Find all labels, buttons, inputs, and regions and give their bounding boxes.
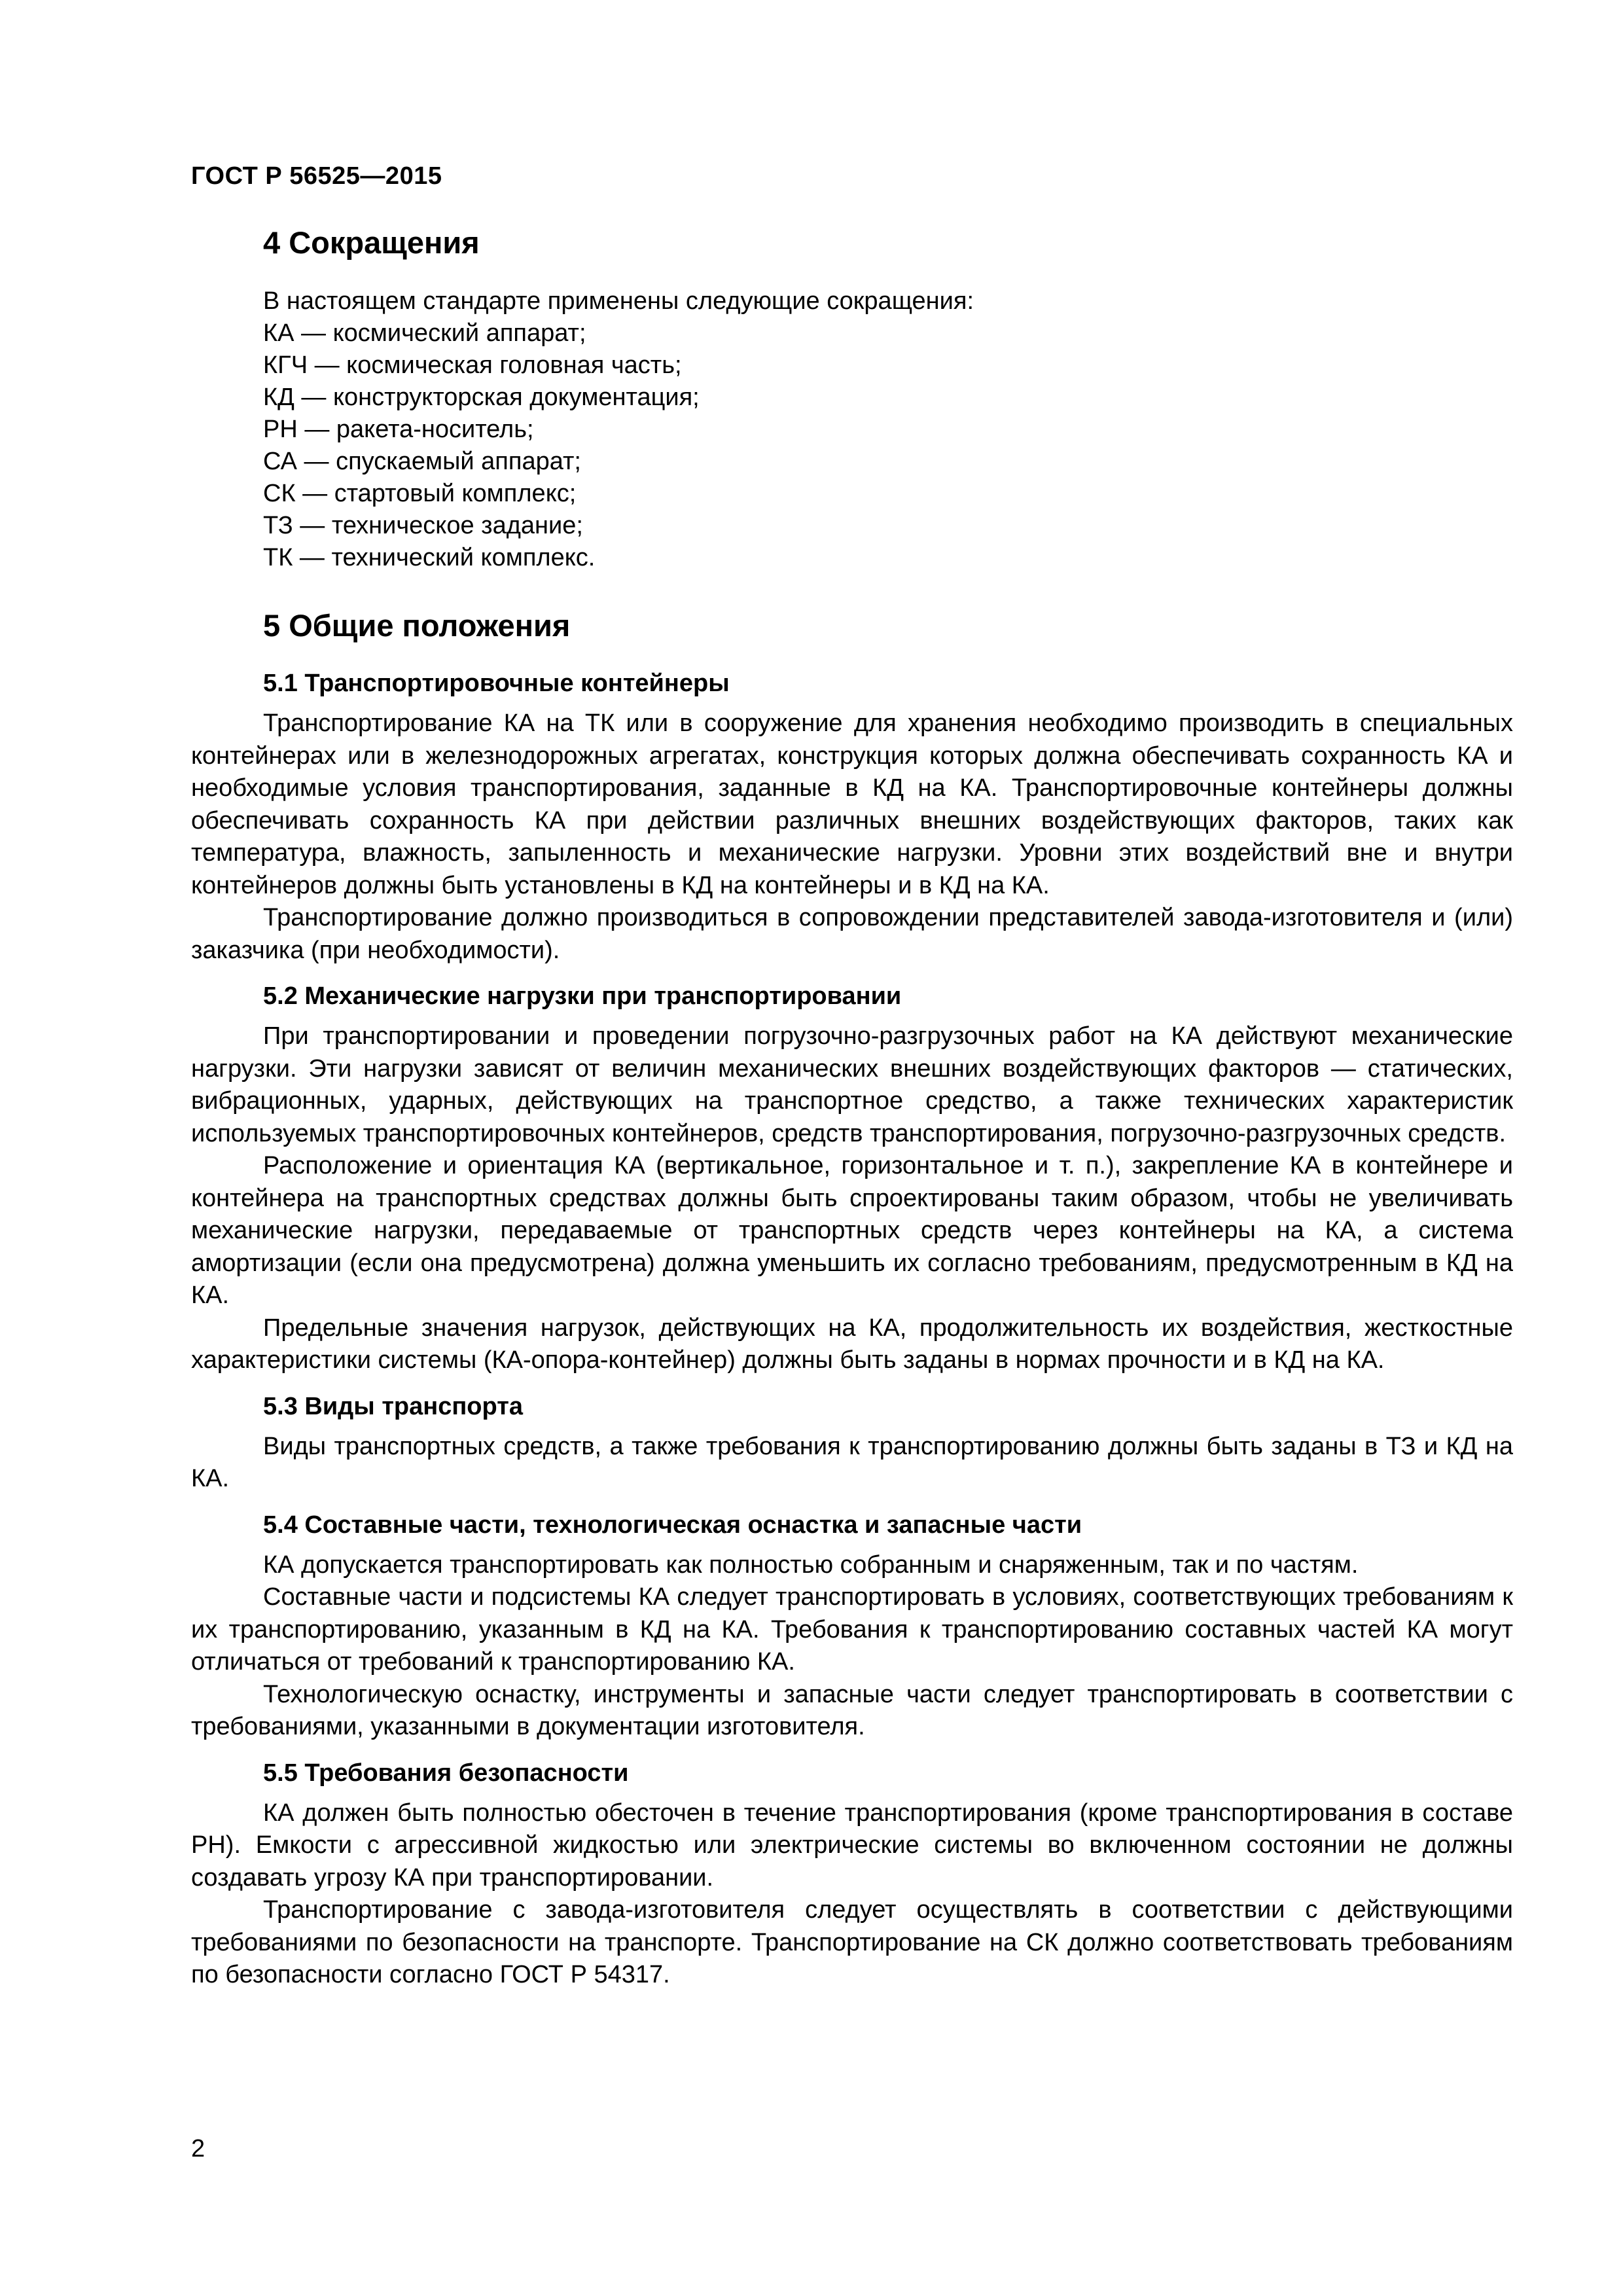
paragraph: При транспортировании и проведении погрузочно-разгрузочных работ на КА действуют механические нагрузки. Эти нагрузки зависят от величин механических внешних воздействующих факторов — статических, вибрационных, ударных, действующих на транспортное средство, а также технических характеристик используемых транспортировочных контейнеров, средств транспортирования, погрузочно-разгрузочных средств. bbox=[191, 1022, 1513, 1147]
subsection-5-2-title: 5.2 Механические нагрузки при транспортировании bbox=[263, 982, 902, 1010]
abbreviation-item: ТЗ — техническое задание; bbox=[263, 512, 583, 539]
abbreviation-item: КГЧ — космическая головная часть; bbox=[263, 351, 682, 379]
abbreviation-item: КА — космический аппарат; bbox=[263, 319, 586, 347]
abbreviation-item: РН — ракета-носитель; bbox=[263, 416, 534, 443]
paragraph: КА должен быть полностью обесточен в течение транспортирования (кроме транспортирования в составе РН). Емкости с агрессивной жидкостью или электрические системы во включенном состоянии не должны создавать угрозу КА при транспортировании. bbox=[191, 1799, 1513, 1892]
document-id: ГОСТ Р 56525—2015 bbox=[191, 162, 442, 190]
abbreviations-intro: В настоящем стандарте применены следующие сокращения: bbox=[263, 287, 974, 315]
paragraph: Виды транспортных средств, а также требования к транспортированию должны быть заданы в ТЗ и КД на КА. bbox=[191, 1432, 1513, 1492]
paragraph: Транспортирование КА на ТК или в сооружение для хранения необходимо производить в специальных контейнерах или в железнодорожных агрегатах, конструкция которых должна обеспечивать сохранность КА и необходимые условия транспортирования, заданные в КД на КА. Транспортировочные контейнеры должны обеспечивать сохранность КА при действии различных внешних воздействующих факторов, таких как температура, влажность, запыленность и механические нагрузки. Уровни этих воздействий вне и внутри контейнеров должны быть установлены в КД на контейнеры и в КД на КА. bbox=[191, 709, 1513, 899]
subsection-5-5-title: 5.5 Требования безопасности bbox=[263, 1759, 629, 1787]
paragraph: Технологическую оснастку, инструменты и запасные части следует транспортировать в соответствии с требованиями, указанными в документации изготовителя. bbox=[191, 1680, 1513, 1740]
abbreviation-item: КД — конструкторская документация; bbox=[263, 384, 700, 411]
paragraph: КА допускается транспортировать как полностью собранным и снаряженным, так и по частям. bbox=[263, 1551, 1359, 1579]
subsection-5-1-title: 5.1 Транспортировочные контейнеры bbox=[263, 670, 730, 697]
paragraph: Транспортирование должно производиться в сопровождении представителей завода-изготовителя и (или) заказчика (при необходимости). bbox=[191, 904, 1513, 964]
section-5-title: 5 Общие положения bbox=[263, 608, 571, 643]
paragraph: Транспортирование с завода-изготовителя следует осуществлять в соответствии с действующими требованиями по безопасности на транспорте. Транспортирование на СК должно соответствовать требованиям по безопасности согласно ГОСТ Р 54317. bbox=[191, 1896, 1513, 1988]
paragraph: Предельные значения нагрузок, действующих на КА, продолжительность их воздействия, жесткостные характеристики системы (КА-опора-контейнер) должны быть заданы в нормах прочности и в КД на КА. bbox=[191, 1314, 1513, 1374]
paragraph: Составные части и подсистемы КА следует транспортировать в условиях, соответствующих требованиям к их транспортированию, указанным в КД на КА. Требования к транспортированию составных частей КА могут отличаться от требований к транспортированию КА. bbox=[191, 1583, 1513, 1676]
subsection-5-3-title: 5.3 Виды транспорта bbox=[263, 1392, 523, 1420]
subsection-5-4-title: 5.4 Составные части, технологическая оснастка и запасные части bbox=[263, 1511, 1082, 1539]
abbreviation-item: СК — стартовый комплекс; bbox=[263, 480, 577, 507]
document-page bbox=[191, 161, 1513, 1992]
paragraph: Расположение и ориентация КА (вертикальное, горизонтальное и т. п.), закрепление КА в контейнере и контейнера на транспортных средствах должны быть спроектированы таким образом, чтобы не увеличивать механические нагрузки, передаваемые от транспортных средств через контейнеры на КА, а система амортизации (если она предусмотрена) должна уменьшить их согласно требованиям, предусмотренным в КД на КА. bbox=[191, 1152, 1513, 1309]
abbreviations-list bbox=[191, 285, 1513, 574]
page-number: 2 bbox=[191, 2135, 205, 2162]
abbreviation-item: СА — спускаемый аппарат; bbox=[263, 448, 581, 475]
section-4-title: 4 Сокращения bbox=[263, 225, 480, 260]
abbreviation-item: ТК — технический комплекс. bbox=[263, 544, 596, 571]
